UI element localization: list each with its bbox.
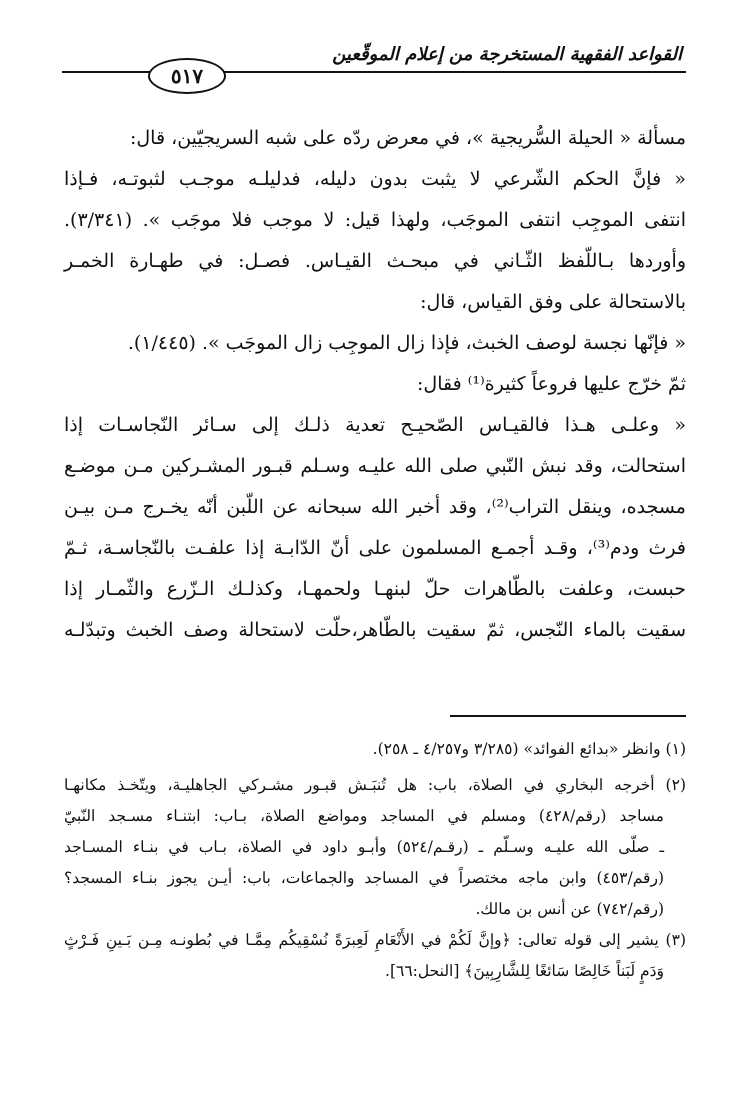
text-line: بالاستحالة على وفق القياس، قال: — [420, 291, 686, 313]
text-line: ثمّ خرّج عليها فروعاً كثيرة⁽¹⁾ فقال: — [416, 373, 686, 395]
footnote-line: (رقم/٧٤٢) عن أنس بن مالك. — [475, 900, 664, 918]
text-line: وأوردها بـاللّفظ الثّـاني في مبحـث القيـاس. فصـل: في طهـارة الخمـر — [64, 250, 686, 272]
footnote-line: (٣) يشير إلى قوله تعالى: ﴿وإنَّ لَكُمْ في الأَنْعَامِ لَعِبرَةً نُسْقِيكُم مِمَّـا في بُطونـه مِـن بَـينِ فَـرْثٍ — [64, 931, 686, 949]
text-line: « فإنّها نجسة لوصف الخبث، فإذا زال الموجِب زال الموجَب ». (١/٤٤٥). — [127, 332, 686, 354]
text-line: انتفى الموجِب انتفى الموجَب، ولهذا قيل: لا موجب فلا موجَب ». (٣/٣٤١). — [64, 209, 686, 231]
text-line: مسجده، وينقل التراب⁽²⁾، وقد أخبر الله سبحانه عن اللّبن أنّه يخـرج مـن بيـن — [64, 496, 686, 518]
footnote-line: (٢) أخرجه البخاري في الصلاة، باب: هل تُنبَـش قبـور مشـركي الجاهليـة، ويتّخـذ مكانهـا — [64, 776, 686, 794]
text-line: مسألة « الحيلة السُّريجية »، في معرض ردّه على شبه السريجيّين، قال: — [129, 127, 686, 149]
text-line: سقيت بالماء النّجس، ثمّ سقيت بالطّاهر،حلّت لاستحالة وصف الخبث وتبدّلـه — [64, 619, 686, 641]
page-header — [62, 42, 686, 102]
text-line: استحالت، وقد نبش النّبي صلى الله عليـه وسـلم قبـور المشـركين مـن موضـع — [64, 455, 686, 477]
footnote-line: (١) وانظر «بدائع الفوائد» (٣/٢٨٥ و٤/٢٥٧ ـ ٢٥٨). — [372, 740, 686, 758]
text-line: فرث ودم⁽³⁾، وقـد أجمـع المسلمون على أنّ الدّابـة إذا علفـت بالنّجاسـة، ثـمّ — [64, 537, 686, 559]
footnote-line: وَدَمٍ لَبَناً خَالِصًا سَائغًا لِلشَّارِبِينَ﴾ [النحل:٦٦]. — [385, 962, 664, 980]
footnote-line: (رقم/٤٥٣) وابن ماجه مختصراً في المساجد والجماعات، باب: أيـن يجوز بنـاء المسجد؟ — [64, 869, 664, 887]
footnote-line: مساجد (رقم/٤٢٨) ومسلم في المساجد ومواضع الصلاة، بـاب: ابتنـاء مسـجد النّبيّ — [64, 807, 664, 825]
footnote-separator — [450, 715, 686, 717]
running-title: القواعد الفقهية المستخرجة من إعلام الموقّعين — [332, 44, 682, 65]
page-number: ٥١٧ — [148, 58, 226, 94]
text-line: « فإنَّ الحكم الشّرعي لا يثبت بدون دليله، فدليلـه موجـب لثبوتـه، فـإذا — [64, 168, 686, 190]
footnote-line: ـ صلّى الله عليـه وسـلّم ـ (رقـم/٥٢٤) وأبـو داود في الصلاة، بـاب في بنـاء المسـاجد — [64, 838, 664, 856]
text-line: حبست، وعلفت بالطّاهرات حلّ لبنهـا ولحمهـا، وكذلـك الـزّرع والثّمـار إذا — [64, 578, 686, 600]
text-line: « وعلـى هـذا فالقيـاس الصّحيـح تعدية ذلـك إلى سـائر النّجاسـات إذا — [64, 414, 686, 436]
main-text — [64, 118, 686, 651]
footnotes — [64, 734, 686, 987]
